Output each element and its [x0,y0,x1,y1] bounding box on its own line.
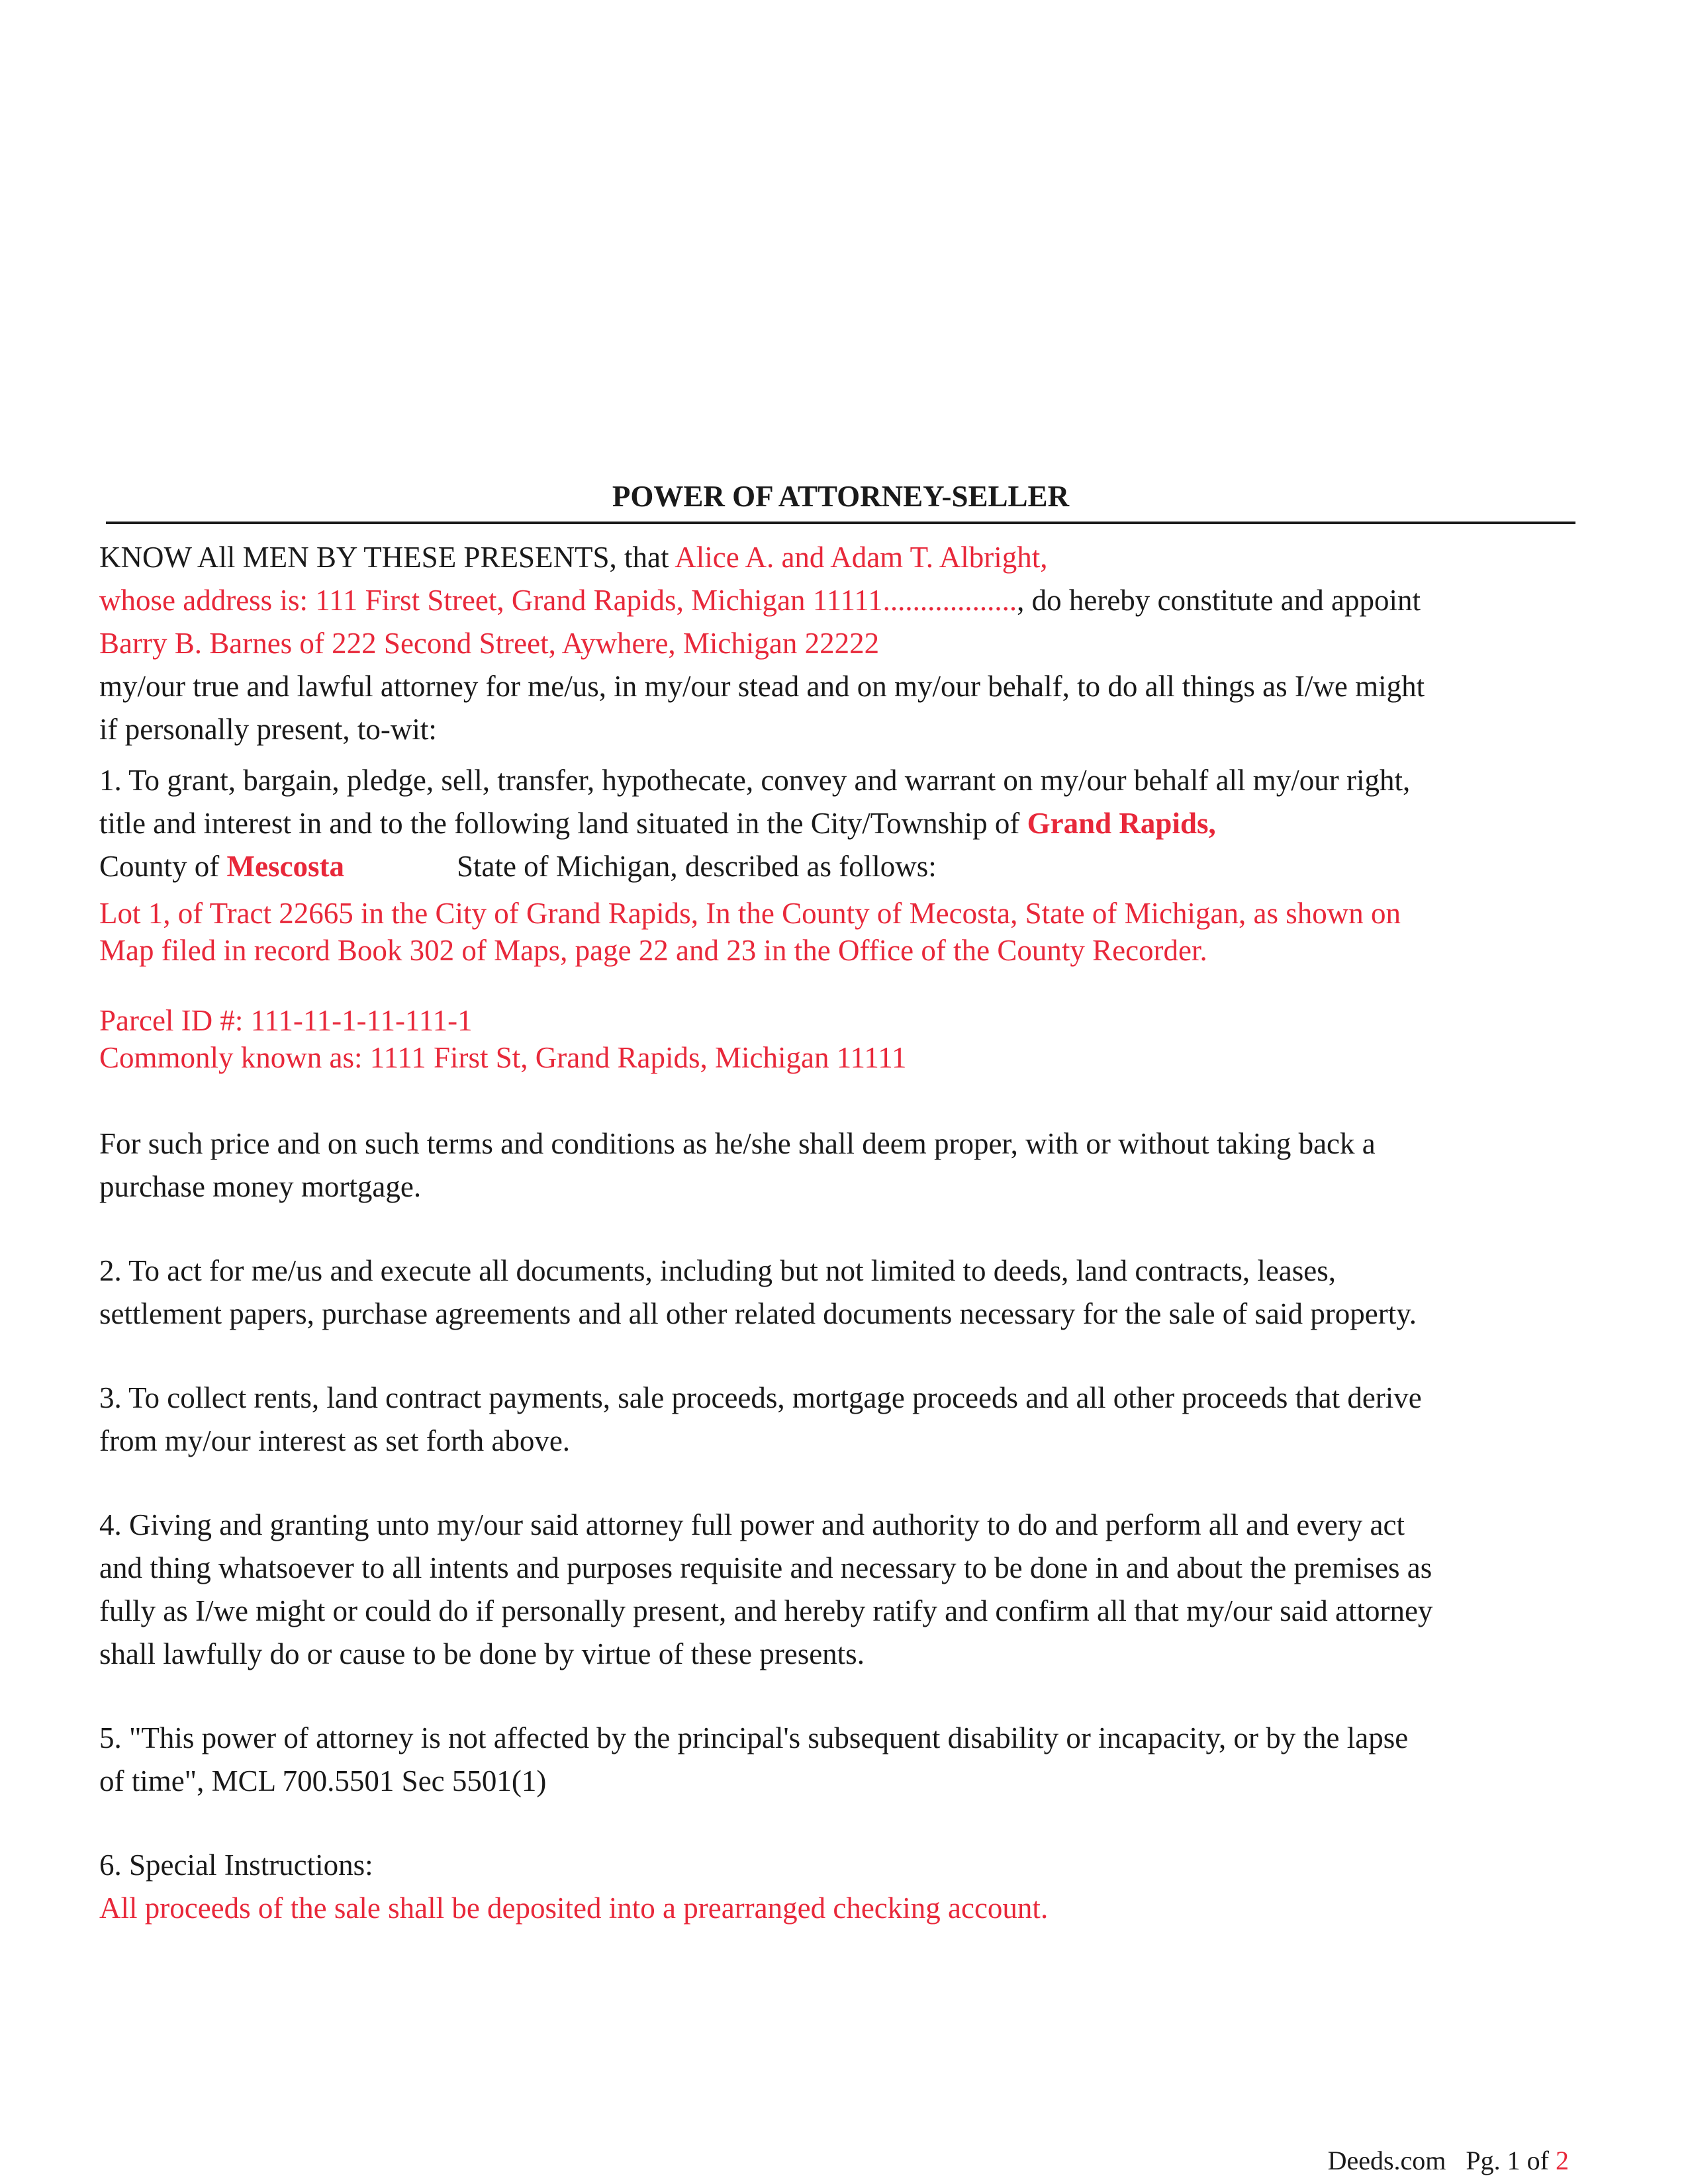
item-2-line-2: settlement papers, purchase agreements and all other related documents necessary for the sale of said property. [99,1297,1417,1330]
document-title: POWER OF ATTORNEY-SELLER [612,480,1070,513]
item-5-line-1: 5. "This power of attorney is not affected by the principal's subsequent disability or incapacity, or by the lapse [99,1721,1409,1754]
item-3-line-1: 3. To collect rents, land contract payments, sale proceeds, mortgage proceeds and all other proceeds that derive [99,1381,1422,1414]
item-1-line-1: 1. To grant, bargain, pledge, sell, transfer, hypothecate, convey and warrant on my/our behalf all my/our right, [99,764,1411,797]
item-1-line-2 [99,802,1589,845]
total-pages: 2 [1556,2146,1569,2175]
item-6 [99,1844,1589,1930]
special-instructions-text: All proceeds of the sale shall be deposited into a prearranged checking account. [99,1891,1049,1925]
title-rule [106,463,1575,524]
page-number-label: Pg. 1 of [1466,2146,1556,2175]
item-4-line-2: and thing whatsoever to all intents and purposes requisite and necessary to be done in and about the premises as [99,1551,1432,1584]
item-3 [99,1377,1589,1463]
special-instructions-label: 6. Special Instructions: [99,1848,373,1882]
intro-body-line-2: if personally present, to-wit: [99,713,437,746]
intro-lead: KNOW All MEN BY THESE PRESENTS, that [99,541,675,574]
item-4 [99,1504,1589,1676]
legal-description [99,895,1589,969]
item-2 [99,1250,1589,1336]
attorney-name: Barry B. Barnes of 222 Second Street, Aywhere, Michigan 22222 [99,627,880,660]
grantor-names: Alice A. and Adam T. Albright, [675,541,1048,574]
intro-section [99,536,1589,751]
page-footer [1328,2144,1569,2177]
item-4-line-4: shall lawfully do or cause to be done by virtue of these presents. [99,1637,865,1670]
parcel-info [99,1002,1589,1076]
item-5 [99,1717,1589,1803]
county-label: County of [99,850,227,883]
item-4-line-3: fully as I/we might or could do if personally present, and hereby ratify and confirm all that my/our said attorney [99,1594,1433,1627]
intro-body-line-1: my/our true and lawful attorney for me/us, in my/our stead and on my/our behalf, to do all things as I/we might [99,670,1425,703]
legal-line-2: Map filed in record Book 302 of Maps, page 22 and 23 in the Office of the County Recorder. [99,934,1207,967]
grantor-address: whose address is: 111 First Street, Grand Rapids, Michigan 11111.................. [99,584,1017,617]
county-name: Mescosta [226,850,344,883]
state-text: State of Michigan, described as follows: [456,850,937,883]
city-name: Grand Rapids, [1027,807,1216,840]
parcel-id: Parcel ID #: 111-11-1-11-111-1 [99,1004,473,1037]
commonly-known-as: Commonly known as: 1111 First St, Grand Rapids, Michigan 11111 [99,1041,907,1074]
document-page [99,463,1589,1930]
item-5-line-2: of time", MCL 700.5501 Sec 5501(1) [99,1764,547,1797]
item-1-land-text: title and interest in and to the following land situated in the City/Township of [99,807,1027,840]
price-terms [99,1122,1589,1208]
legal-line-1: Lot 1, of Tract 22665 in the City of Grand Rapids, In the County of Mecosta, State of Michigan, as shown on [99,897,1401,930]
price-terms-line-2: purchase money mortgage. [99,1170,422,1203]
price-terms-line-1: For such price and on such terms and conditions as he/she shall deem proper, with or without taking back a [99,1127,1376,1160]
intro-line-1 [99,536,1589,579]
item-1 [99,759,1589,888]
intro-line-2 [99,579,1589,622]
county-line [99,845,1589,888]
item-3-line-2: from my/our interest as set forth above. [99,1424,571,1457]
appoint-text: , do hereby constitute and appoint [1017,584,1421,617]
item-4-line-1: 4. Giving and granting unto my/our said attorney full power and authority to do and perform all and every act [99,1508,1405,1541]
item-2-line-1: 2. To act for me/us and execute all documents, including but not limited to deeds, land contracts, leases, [99,1254,1336,1287]
footer-brand: Deeds.com [1327,2146,1446,2175]
